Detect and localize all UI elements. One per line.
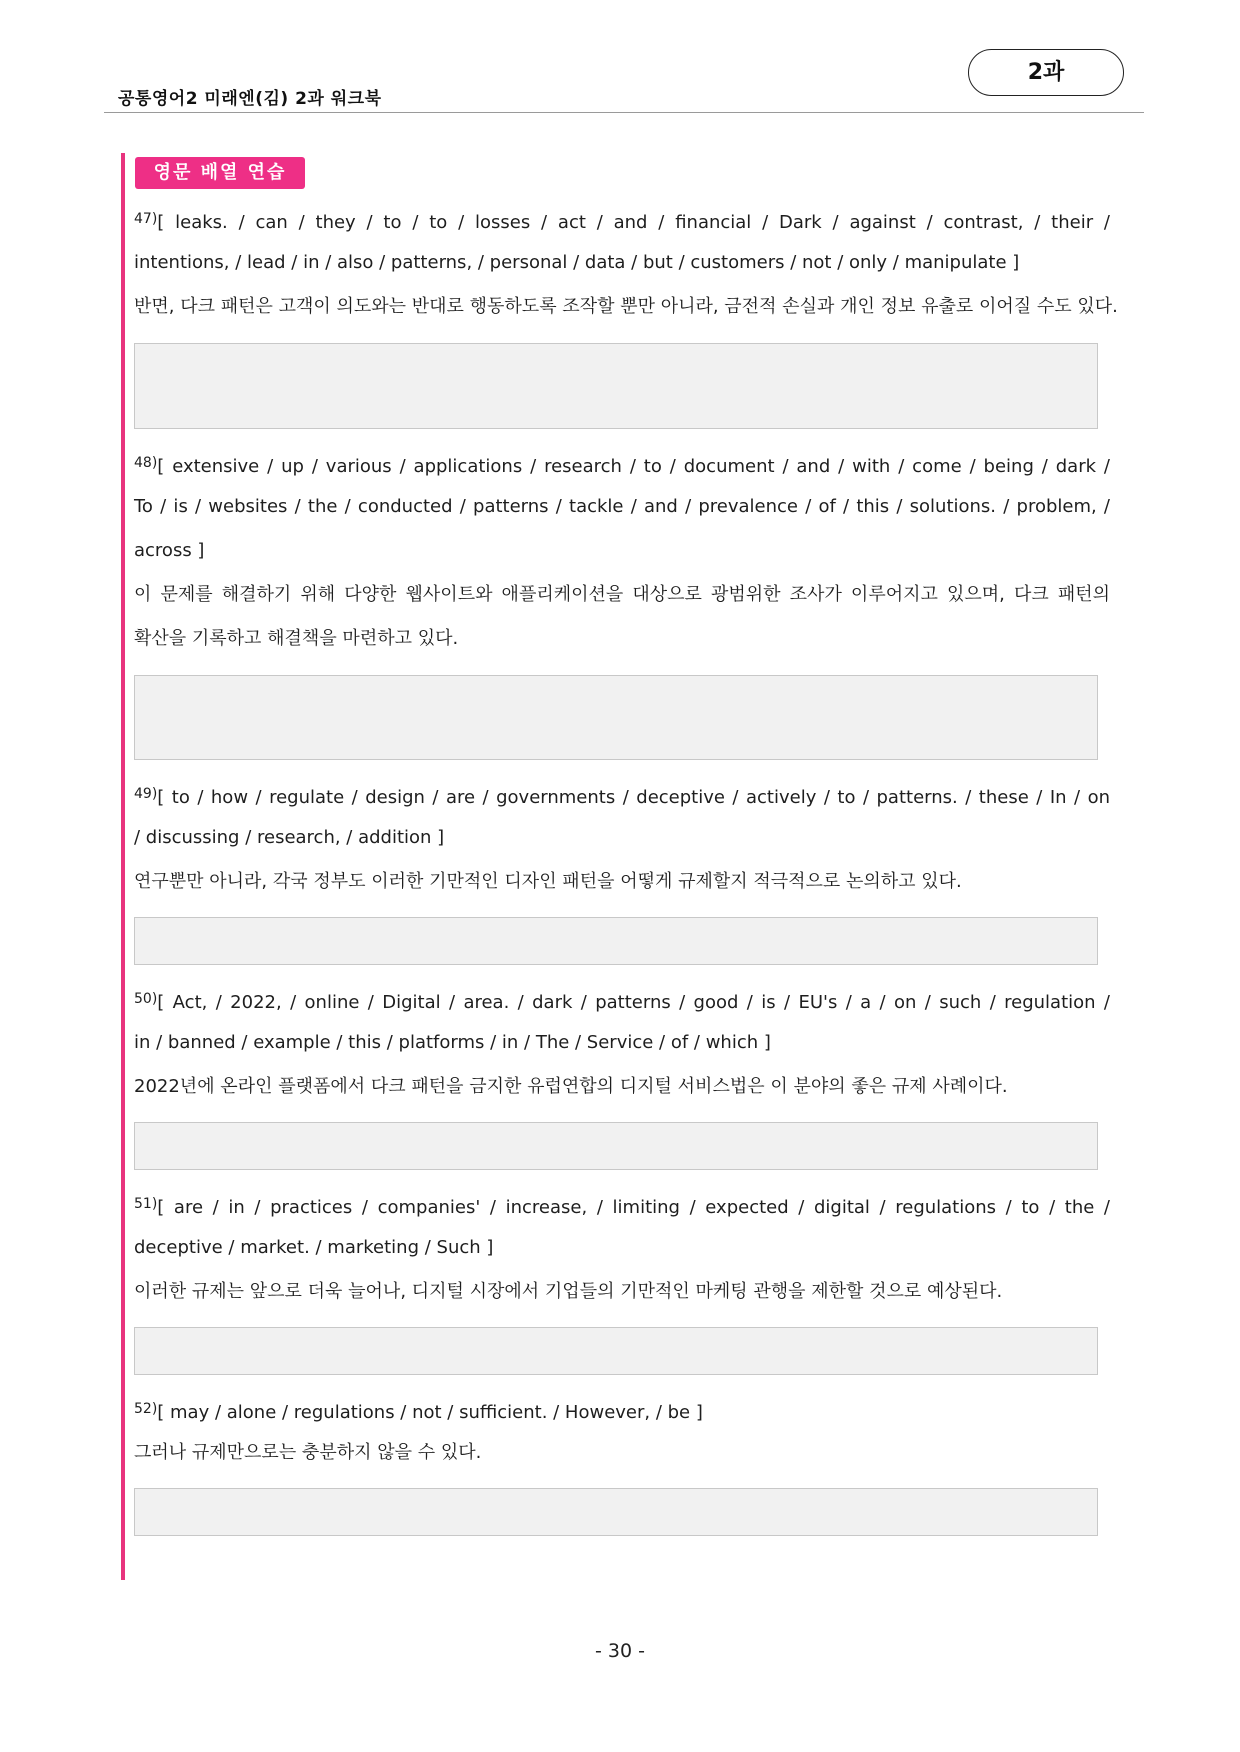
page-number: - 30 - xyxy=(595,1640,645,1662)
header-divider xyxy=(104,112,1144,113)
question-number: 51) xyxy=(134,1196,158,1212)
question-number: 50) xyxy=(134,991,158,1007)
question-line: across ] xyxy=(134,540,205,561)
korean-translation: 그러나 규제만으로는 충분하지 않을 수 있다. xyxy=(134,1442,482,1463)
answer-box[interactable] xyxy=(134,675,1098,760)
answer-box[interactable] xyxy=(134,1327,1098,1375)
question-number: 47) xyxy=(134,211,158,227)
question-line: $^{49)}$[ to / how / regulate / design / are / governments / deceptive / actively / to / patterns. / these / In / on xyxy=(134,786,1110,808)
question-number: 52) xyxy=(134,1401,158,1417)
korean-translation: 확산을 기록하고 해결책을 마련하고 있다. xyxy=(134,628,459,649)
question-line: $^{48)}$[ extensive / up / various / applications / research / to / document / and / with / come / being / dark / xyxy=(134,455,1110,477)
answer-box[interactable] xyxy=(134,343,1098,429)
question-line: $^{51)}$[ are / in / practices / companies' / increase, / limiting / expected / digital / regulations / to / the / xyxy=(134,1196,1110,1218)
korean-translation: 이러한 규제는 앞으로 더욱 늘어나, 디지털 시장에서 기업들의 기만적인 마케팅 관행을 제한할 것으로 예상된다. xyxy=(134,1281,1003,1302)
question-line: To / is / websites / the / conducted / patterns / tackle / and / prevalence / of / this / solutions. / problem, / xyxy=(134,496,1110,517)
korean-translation: 이 문제를 해결하기 위해 다양한 웹사이트와 애플리케이션을 대상으로 광범위한 조사가 이루어지고 있으며, 다크 패턴의 xyxy=(134,584,1110,605)
question-number: 48) xyxy=(134,455,158,471)
question-line: $^{52)}$[ may / alone / regulations / not / sufficient. / However, / be ] xyxy=(134,1401,703,1423)
korean-translation: 2022년에 온라인 플랫폼에서 다크 패턴을 금지한 유럽연합의 디지털 서비스법은 이 분야의 좋은 규제 사례이다. xyxy=(134,1076,1008,1097)
answer-box[interactable] xyxy=(134,1488,1098,1536)
question-number: 49) xyxy=(134,786,158,802)
section-badge: 영문 배열 연습 xyxy=(135,157,305,189)
question-line: deceptive / market. / marketing / Such ] xyxy=(134,1237,494,1258)
lesson-label: 2과 xyxy=(968,49,1124,96)
korean-translation: 반면, 다크 패턴은 고객이 의도와는 반대로 행동하도록 조작할 뿐만 아니라, 금전적 손실과 개인 정보 유출로 이어질 수도 있다. xyxy=(134,296,1118,317)
question-line: $^{47)}$[ leaks. / can / they / to / to / losses / act / and / financial / Dark / against / contrast, / their / xyxy=(134,211,1110,233)
answer-box[interactable] xyxy=(134,917,1098,965)
section-accent-bar xyxy=(121,153,125,1580)
question-line: intentions, / lead / in / also / patterns, / personal / data / but / customers / not / only / manipulate ] xyxy=(134,252,1020,273)
question-line: / discussing / research, / addition ] xyxy=(134,827,445,848)
question-line: in / banned / example / this / platforms / in / The / Service / of / which ] xyxy=(134,1032,771,1053)
question-line: $^{50)}$[ Act, / 2022, / online / Digital / area. / dark / patterns / good / is / EU's / a / on / such / regulation / xyxy=(134,991,1110,1013)
answer-box[interactable] xyxy=(134,1122,1098,1170)
workbook-title: 공통영어2 미래엔(김) 2과 워크북 xyxy=(118,89,382,109)
korean-translation: 연구뿐만 아니라, 각국 정부도 이러한 기만적인 디자인 패턴을 어떻게 규제할지 적극적으로 논의하고 있다. xyxy=(134,871,962,892)
